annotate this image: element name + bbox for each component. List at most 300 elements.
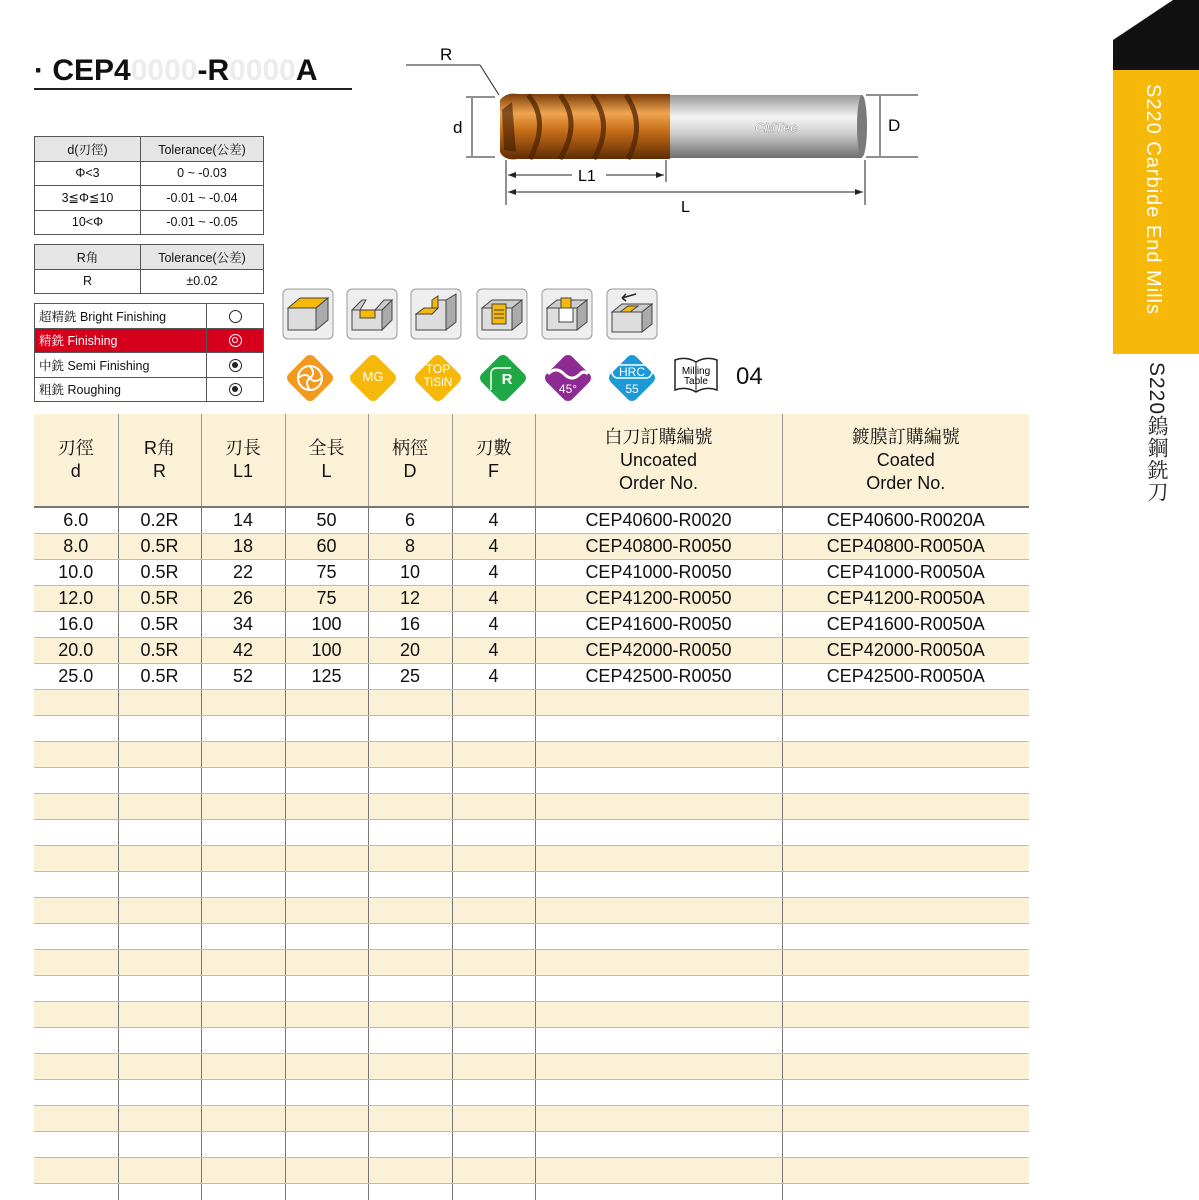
cell-l: 60 xyxy=(285,533,368,559)
empty-cell xyxy=(34,949,118,975)
col-header-uncoated xyxy=(535,414,782,507)
finishing-label: 粗銑 Roughing xyxy=(35,377,207,402)
empty-cell xyxy=(535,845,782,871)
col-header-line: R xyxy=(153,461,166,481)
empty-cell xyxy=(782,923,1029,949)
empty-cell xyxy=(285,1053,368,1079)
empty-cell xyxy=(535,1079,782,1105)
empty-cell xyxy=(782,1183,1029,1200)
cell-flutes: 4 xyxy=(452,611,535,637)
empty-cell xyxy=(782,1053,1029,1079)
empty-cell xyxy=(452,1131,535,1157)
tol-d-cell: 10<Φ xyxy=(35,210,141,235)
empty-row xyxy=(34,949,1029,975)
empty-row xyxy=(34,767,1029,793)
helix-badge xyxy=(540,350,596,406)
col-header-line: F xyxy=(488,461,499,481)
cell-d: 16.0 xyxy=(34,611,118,637)
title-underline xyxy=(34,88,352,90)
empty-cell xyxy=(285,767,368,793)
empty-row xyxy=(34,1157,1029,1183)
empty-cell xyxy=(452,767,535,793)
empty-cell xyxy=(782,1157,1029,1183)
empty-cell xyxy=(535,1027,782,1053)
cell-l1: 26 xyxy=(201,585,285,611)
slotting-icon xyxy=(346,288,398,340)
empty-cell xyxy=(201,1157,285,1183)
col-header-line: 全長 xyxy=(308,438,345,458)
corner-radius-badge xyxy=(475,350,531,406)
empty-cell xyxy=(285,897,368,923)
milling-table-page: 04 xyxy=(736,363,763,390)
empty-cell xyxy=(368,741,452,767)
coating-badge-text: TOP xyxy=(425,362,451,376)
cell-shank-d: 6 xyxy=(368,507,452,533)
empty-cell xyxy=(201,845,285,871)
table-row xyxy=(34,663,1029,689)
empty-cell xyxy=(535,1131,782,1157)
empty-cell xyxy=(452,897,535,923)
table-row xyxy=(34,611,1029,637)
finishing-mark xyxy=(207,328,264,353)
col-header-line: L1 xyxy=(232,461,254,481)
empty-cell xyxy=(535,1053,782,1079)
col-header-flutes xyxy=(452,414,535,507)
empty-cell xyxy=(285,1131,368,1157)
flute-badge xyxy=(282,350,338,406)
empty-cell xyxy=(535,871,782,897)
table-row xyxy=(34,585,1029,611)
cell-l1: 42 xyxy=(201,637,285,663)
tol-d-cell: -0.01 ~ -0.05 xyxy=(141,210,264,235)
col-header-line: 刃徑 xyxy=(57,438,94,458)
empty-cell xyxy=(201,1183,285,1200)
empty-cell xyxy=(34,923,118,949)
empty-cell xyxy=(34,871,118,897)
empty-cell xyxy=(34,1131,118,1157)
title-bullet: · xyxy=(34,54,44,87)
empty-cell xyxy=(285,845,368,871)
cell-l: 100 xyxy=(285,637,368,663)
empty-cell xyxy=(368,845,452,871)
cell-uncoated: CEP41600-R0050 xyxy=(535,611,782,637)
empty-cell xyxy=(368,871,452,897)
l1-arrow-right xyxy=(656,172,664,178)
cell-shank-d: 8 xyxy=(368,533,452,559)
finishing-label: 超精銑 Bright Finishing xyxy=(35,304,207,329)
cell-coated: CEP41600-R0050A xyxy=(782,611,1029,637)
cell-coated: CEP42000-R0050A xyxy=(782,637,1029,663)
empty-cell xyxy=(285,1183,368,1200)
cell-coated: CEP40600-R0020A xyxy=(782,507,1029,533)
label-l1: L1 xyxy=(578,168,596,185)
empty-cell xyxy=(201,975,285,1001)
tolerance-d-table xyxy=(34,136,264,235)
bullseye-icon xyxy=(229,359,242,372)
cell-l: 100 xyxy=(285,611,368,637)
cell-uncoated: CEP42000-R0050 xyxy=(535,637,782,663)
empty-cell xyxy=(452,793,535,819)
cell-d: 10.0 xyxy=(34,559,118,585)
ramping-icon xyxy=(606,288,658,340)
empty-cell xyxy=(118,923,201,949)
empty-cell xyxy=(535,767,782,793)
empty-cell xyxy=(782,845,1029,871)
empty-cell xyxy=(782,1079,1029,1105)
empty-cell xyxy=(535,1105,782,1131)
empty-cell xyxy=(452,1053,535,1079)
col-header-line: Order No. xyxy=(866,472,946,493)
empty-cell xyxy=(118,715,201,741)
r-leader-arrow xyxy=(480,65,499,95)
title-ghost2: 0000 xyxy=(229,54,296,87)
helix-badge-text: 45° xyxy=(558,382,578,396)
cell-flutes: 4 xyxy=(452,637,535,663)
col-header-line: 鍍膜訂購編號 xyxy=(851,426,960,447)
empty-cell xyxy=(368,1001,452,1027)
empty-cell xyxy=(782,715,1029,741)
empty-cell xyxy=(118,871,201,897)
finishing-label: 精銑 Finishing xyxy=(35,328,207,353)
col-header-line: R角 xyxy=(144,438,175,458)
empty-cell xyxy=(285,715,368,741)
empty-row xyxy=(34,1027,1029,1053)
l-arrow-left xyxy=(508,189,516,195)
empty-cell xyxy=(118,1053,201,1079)
finishing-label: 中銑 Semi Finishing xyxy=(35,353,207,378)
label-d: d xyxy=(453,118,463,137)
col-header-l xyxy=(285,414,368,507)
empty-cell xyxy=(368,1027,452,1053)
empty-cell xyxy=(452,1027,535,1053)
empty-cell xyxy=(368,1105,452,1131)
end-mill-drawing xyxy=(400,40,930,220)
finishing-mark xyxy=(207,304,264,329)
empty-cell xyxy=(782,793,1029,819)
cell-coated: CEP41000-R0050A xyxy=(782,559,1029,585)
empty-row xyxy=(34,689,1029,715)
empty-cell xyxy=(535,923,782,949)
empty-row xyxy=(34,1105,1029,1131)
cell-l1: 34 xyxy=(201,611,285,637)
cell-coated: CEP42500-R0050A xyxy=(782,663,1029,689)
page-title xyxy=(34,54,318,88)
col-header-line: 刃數 xyxy=(475,438,512,458)
empty-cell xyxy=(452,1183,535,1200)
empty-cell xyxy=(34,1183,118,1200)
title-part2: -R xyxy=(197,54,230,87)
empty-cell xyxy=(201,715,285,741)
cell-r: 0.5R xyxy=(118,533,201,559)
empty-cell xyxy=(368,1053,452,1079)
cell-r: 0.5R xyxy=(118,611,201,637)
empty-cell xyxy=(118,975,201,1001)
empty-cell xyxy=(285,689,368,715)
col-header-line: Coated xyxy=(876,449,935,470)
cell-coated: CEP40800-R0050A xyxy=(782,533,1029,559)
tol-d-cell: Φ<3 xyxy=(35,161,141,186)
mg-badge xyxy=(345,350,401,406)
table-row xyxy=(34,559,1029,585)
col-header-line: L xyxy=(321,461,332,481)
cell-shank-d: 10 xyxy=(368,559,452,585)
cell-coated: CEP41200-R0050A xyxy=(782,585,1029,611)
side-tab-corner xyxy=(1113,0,1199,70)
tol-r-header-2: Tolerance(公差) xyxy=(141,245,264,270)
empty-cell xyxy=(285,793,368,819)
empty-cell xyxy=(452,871,535,897)
empty-cell xyxy=(285,949,368,975)
empty-cell xyxy=(34,975,118,1001)
empty-cell xyxy=(535,715,782,741)
empty-cell xyxy=(34,845,118,871)
table-row xyxy=(34,533,1029,559)
cell-flutes: 4 xyxy=(452,585,535,611)
empty-cell xyxy=(34,741,118,767)
empty-row xyxy=(34,923,1029,949)
empty-cell xyxy=(118,1131,201,1157)
empty-row xyxy=(34,1001,1029,1027)
empty-cell xyxy=(452,819,535,845)
empty-cell xyxy=(34,793,118,819)
empty-row xyxy=(34,1183,1029,1200)
col-header-line: D xyxy=(403,461,417,481)
empty-cell xyxy=(34,1053,118,1079)
col-header-line: d xyxy=(70,461,81,481)
empty-cell xyxy=(368,767,452,793)
empty-cell xyxy=(452,689,535,715)
flute-badge-shape xyxy=(282,350,338,406)
flute-shape xyxy=(500,94,670,160)
col-header-r xyxy=(118,414,201,507)
empty-cell xyxy=(452,1105,535,1131)
empty-cell xyxy=(782,741,1029,767)
empty-cell xyxy=(782,871,1029,897)
empty-cell xyxy=(201,793,285,819)
empty-cell xyxy=(782,1105,1029,1131)
cell-uncoated: CEP42500-R0050 xyxy=(535,663,782,689)
empty-row xyxy=(34,793,1029,819)
empty-cell xyxy=(782,689,1029,715)
empty-cell xyxy=(201,1053,285,1079)
l-arrow-right xyxy=(855,189,863,195)
empty-row xyxy=(34,819,1029,845)
cell-uncoated: CEP40800-R0050 xyxy=(535,533,782,559)
empty-cell xyxy=(118,949,201,975)
cell-flutes: 4 xyxy=(452,507,535,533)
cell-d: 12.0 xyxy=(34,585,118,611)
cell-d: 25.0 xyxy=(34,663,118,689)
coating-badge xyxy=(410,350,466,406)
empty-cell xyxy=(118,689,201,715)
empty-cell xyxy=(118,741,201,767)
empty-cell xyxy=(452,1157,535,1183)
empty-cell xyxy=(782,1001,1029,1027)
milling-table-icon xyxy=(672,356,720,396)
col-header-l1 xyxy=(201,414,285,507)
empty-cell xyxy=(201,1131,285,1157)
cell-r: 0.5R xyxy=(118,663,201,689)
empty-cell xyxy=(34,819,118,845)
shank-end xyxy=(857,95,867,157)
milling-table-line1: Milling xyxy=(681,366,711,377)
title-ghost1: 0000 xyxy=(130,54,198,87)
empty-cell xyxy=(452,949,535,975)
empty-cell xyxy=(34,1027,118,1053)
title-part3: A xyxy=(295,54,318,87)
empty-cell xyxy=(452,741,535,767)
empty-cell xyxy=(535,819,782,845)
empty-cell xyxy=(535,897,782,923)
cell-d: 8.0 xyxy=(34,533,118,559)
cell-flutes: 4 xyxy=(452,533,535,559)
empty-cell xyxy=(535,1157,782,1183)
col-header-line: Uncoated xyxy=(619,449,698,470)
milling-table-line2: Table xyxy=(684,376,708,387)
empty-cell xyxy=(201,819,285,845)
col-header-d xyxy=(34,414,118,507)
empty-cell xyxy=(452,1079,535,1105)
empty-cell xyxy=(368,1157,452,1183)
corner-radius-badge-text: R xyxy=(501,371,513,388)
empty-cell xyxy=(535,689,782,715)
empty-cell xyxy=(452,845,535,871)
empty-cell xyxy=(201,1027,285,1053)
empty-cell xyxy=(201,689,285,715)
empty-row xyxy=(34,897,1029,923)
empty-cell xyxy=(201,923,285,949)
cell-l: 75 xyxy=(285,559,368,585)
col-header-line: Order No. xyxy=(618,472,699,493)
empty-cell xyxy=(535,741,782,767)
empty-row xyxy=(34,975,1029,1001)
empty-cell xyxy=(535,1001,782,1027)
empty-cell xyxy=(201,741,285,767)
tol-r-cell: ±0.02 xyxy=(141,269,264,294)
empty-cell xyxy=(368,1079,452,1105)
cell-uncoated: CEP40600-R0020 xyxy=(535,507,782,533)
empty-cell xyxy=(535,1183,782,1200)
cell-shank-d: 20 xyxy=(368,637,452,663)
empty-cell xyxy=(201,767,285,793)
empty-cell xyxy=(201,949,285,975)
empty-cell xyxy=(118,1001,201,1027)
empty-cell xyxy=(34,1105,118,1131)
col-header-shank-d xyxy=(368,414,452,507)
empty-cell xyxy=(782,819,1029,845)
cell-r: 0.2R xyxy=(118,507,201,533)
cell-l1: 14 xyxy=(201,507,285,533)
spec-body xyxy=(34,507,1029,1200)
empty-cell xyxy=(285,1105,368,1131)
empty-circle-icon xyxy=(229,310,242,323)
empty-cell xyxy=(34,1079,118,1105)
finishing-mark xyxy=(207,377,264,402)
empty-row xyxy=(34,1053,1029,1079)
table-row xyxy=(34,507,1029,533)
cell-l1: 52 xyxy=(201,663,285,689)
empty-cell xyxy=(201,1001,285,1027)
hrc-badge xyxy=(604,350,660,406)
label-l: L xyxy=(681,199,690,216)
empty-cell xyxy=(535,949,782,975)
empty-cell xyxy=(118,819,201,845)
tol-r-cell: R xyxy=(35,269,141,294)
finishing-table xyxy=(34,303,264,402)
empty-cell xyxy=(452,975,535,1001)
empty-cell xyxy=(34,1157,118,1183)
empty-cell xyxy=(285,975,368,1001)
empty-cell xyxy=(368,1183,452,1200)
col-header-line: 刃長 xyxy=(225,438,261,458)
cell-r: 0.5R xyxy=(118,585,201,611)
empty-cell xyxy=(201,897,285,923)
empty-row xyxy=(34,1131,1029,1157)
mg-badge-text: MG xyxy=(362,369,384,384)
empty-cell xyxy=(368,715,452,741)
col-header-coated xyxy=(782,414,1029,507)
cell-l: 125 xyxy=(285,663,368,689)
empty-row xyxy=(34,871,1029,897)
empty-cell xyxy=(34,689,118,715)
empty-cell xyxy=(368,949,452,975)
empty-cell xyxy=(285,741,368,767)
cell-l1: 18 xyxy=(201,533,285,559)
cell-shank-d: 25 xyxy=(368,663,452,689)
title-part1: CEP4 xyxy=(52,54,131,87)
empty-cell xyxy=(368,1131,452,1157)
empty-cell xyxy=(368,793,452,819)
cell-l: 50 xyxy=(285,507,368,533)
empty-cell xyxy=(201,1079,285,1105)
empty-cell xyxy=(34,715,118,741)
empty-cell xyxy=(368,819,452,845)
cell-l1: 22 xyxy=(201,559,285,585)
empty-cell xyxy=(368,923,452,949)
empty-cell xyxy=(782,949,1029,975)
spec-table xyxy=(34,414,1029,1200)
empty-row xyxy=(34,845,1029,871)
plunge-icon xyxy=(541,288,593,340)
empty-cell xyxy=(285,1079,368,1105)
empty-cell xyxy=(201,871,285,897)
tol-d-cell: 3≦Φ≦10 xyxy=(35,186,141,211)
empty-cell xyxy=(535,793,782,819)
cell-shank-d: 12 xyxy=(368,585,452,611)
empty-cell xyxy=(118,767,201,793)
empty-cell xyxy=(782,767,1029,793)
side-title-cn: S220鎢鋼銑刀 xyxy=(1145,362,1168,504)
empty-cell xyxy=(285,1027,368,1053)
cell-d: 20.0 xyxy=(34,637,118,663)
empty-cell xyxy=(782,975,1029,1001)
helix-badge-shape xyxy=(540,350,596,406)
empty-cell xyxy=(201,1105,285,1131)
empty-cell xyxy=(118,1183,201,1200)
tol-d-cell: -0.01 ~ -0.04 xyxy=(141,186,264,211)
empty-cell xyxy=(34,1001,118,1027)
cell-flutes: 4 xyxy=(452,559,535,585)
hrc-badge-text2: 55 xyxy=(625,382,639,396)
bullseye-icon xyxy=(229,383,242,396)
tolerance-r-table xyxy=(34,244,264,294)
cell-r: 0.5R xyxy=(118,559,201,585)
empty-cell xyxy=(285,1001,368,1027)
empty-cell xyxy=(285,819,368,845)
empty-cell xyxy=(452,1001,535,1027)
empty-cell xyxy=(118,793,201,819)
double-circle-icon xyxy=(229,334,242,347)
